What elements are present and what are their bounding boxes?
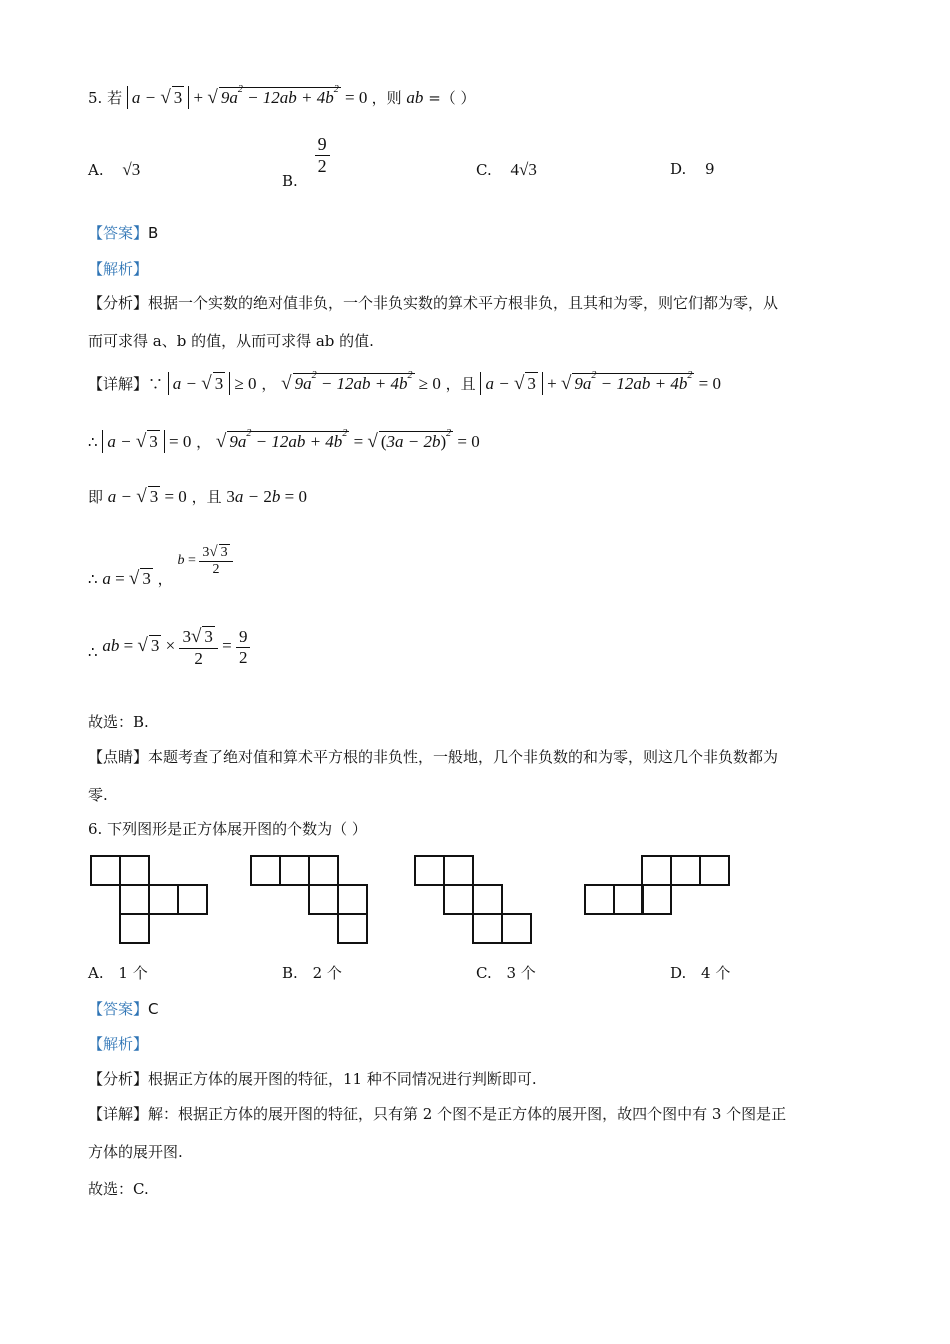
q5-option-d [670,160,715,178]
q5-dianjing-line2: 零. [88,786,108,804]
xiangjie-text: 解：根据正方体的展开图的特征，只有第 2 个图不是正方体的展开图，故四个图中有 3 个图是正 [148,1105,787,1123]
q6-net-figure-3 [414,855,534,945]
option-letter: D. [670,964,687,982]
and-text: ，且 [445,375,476,393]
answer-value: C [148,1000,159,1018]
q5-step5 [88,626,250,669]
q6-net-figure-1 [90,855,210,945]
answer-tag: 【答案】 [88,224,149,242]
q5-step1 [88,372,721,395]
xiangjie-tag: 【详解】∵ [88,375,164,393]
option-text: 3 个 [506,964,536,982]
q6-xiangjie-line1 [88,1103,786,1124]
xiangjie-tag: 【详解】 [88,1105,149,1123]
q5-condition-formula: a − √ 3 + √ $9a^2 - 12ab + 4b^2 = 0$ [127,88,372,107]
step2-formula-a: a − √ 3 = 0 [102,432,191,451]
q6-stem: 6. 下列图形是正方体展开图的个数为（ ） [88,820,367,838]
q5-step2 [88,430,480,453]
option-letter: B. [282,171,298,190]
option-letter: A. [88,161,104,179]
step1-formula-b: √ $9a^2 - 12ab + 4b^2 \ge 0$ [281,370,441,394]
therefore-symbol: ∴ [88,433,98,451]
dianjing-tag: 【点睛】 [88,748,149,766]
q6-option-a [88,962,148,983]
q6-option-b [282,962,342,983]
qie-text: ，且 [191,488,222,506]
fenxi-tag: 【分析】 [88,294,149,312]
q5-fenxi-line1 [88,292,778,313]
option-letter: B. [282,964,298,982]
step2-formula-b: √ $9a^2 - 12ab + 4b^2$ = √ $(3a - 2b)^2 = 0$ [215,428,480,452]
fenxi-text: 根据一个实数的绝对值非负，一个非负实数的算术平方根非负，且其和为零，则它们都为零，从 [148,294,779,312]
option-letter: C. [476,161,492,179]
step3-formula-b: 3a − 2b = 0 [226,487,307,506]
q5-step4 [88,544,233,590]
therefore-symbol: ∴ [88,643,98,662]
option-value: √3 [122,160,141,179]
q5-eq-tail: =（ ） [428,89,476,107]
fraction-denominator: 2 [317,156,327,176]
comma: ， [261,375,277,393]
q5-number: 5. 若 [88,89,123,107]
q5-option-a [88,160,140,180]
option-value: 4√3 [510,160,537,179]
q6-option-d [670,962,730,983]
q6-net-figure-4 [584,855,734,917]
step4-formula-a: a = √ 3 [102,568,151,590]
q6-xiangjie-line2: 方体的展开图. [88,1143,183,1161]
therefore-symbol: ∴ [88,570,98,589]
option-letter: A. [88,964,104,982]
q6-net-figure-2 [250,855,370,945]
q6-answer [88,998,159,1019]
option-value: 9 [705,160,715,178]
step5-formula: ab = √ 3 × $\frac{3√ 3}{2}$ = $\frac{9}{2}$ [102,636,250,655]
q6-option-c [476,962,536,983]
comma: ， [157,570,173,589]
ji-text: 即 [88,488,104,506]
option-letter: D. [670,160,687,178]
q5-step3 [88,486,307,508]
option-letter: C. [476,964,492,982]
step4-formula-b: b = $\frac{3√ 3}{2}$ [177,553,232,568]
q5-fenxi-line2: 而可求得 a、b 的值，从而可求得 ab 的值. [88,332,374,350]
q5-option-b [282,134,330,190]
q5-ab: ab [406,88,424,107]
answer-value: B [148,224,159,242]
step3-formula-a: a − √ 3 = 0 [107,486,187,507]
step1-formula-a: a − √ 3 ≥ 0 [168,374,257,393]
q6-fenxi [88,1068,537,1089]
q6-guxuan: 故选：C. [88,1180,149,1198]
q6-analysis-tag: 【解析】 [88,1035,149,1053]
option-text: 4 个 [701,964,731,982]
q5-tail: ，则 [371,89,402,107]
step1-formula-c: a − √ 3 + √ $9a^2 - 12ab + 4b^2 = 0$ [480,374,721,393]
q5-guxuan: 故选：B. [88,713,149,731]
q5-dianjing-line1 [88,746,778,767]
fenxi-text: 根据正方体的展开图的特征，11 种不同情况进行判断即可. [148,1070,537,1088]
fenxi-tag: 【分析】 [88,1070,149,1088]
q5-analysis-tag: 【解析】 [88,260,149,278]
comma: ， [196,433,212,451]
option-fraction [315,134,330,177]
option-text: 2 个 [312,964,342,982]
q5-stem [88,86,476,109]
q5-option-c [476,160,537,180]
q5-answer [88,222,158,243]
dianjing-text: 本题考查了绝对值和算术平方根的非负性，一般地，几个非负数的和为零，则这几个非负数都为 [148,748,779,766]
option-text: 1 个 [118,964,148,982]
answer-tag: 【答案】 [88,1000,149,1018]
fraction-numerator: 9 [315,134,330,156]
